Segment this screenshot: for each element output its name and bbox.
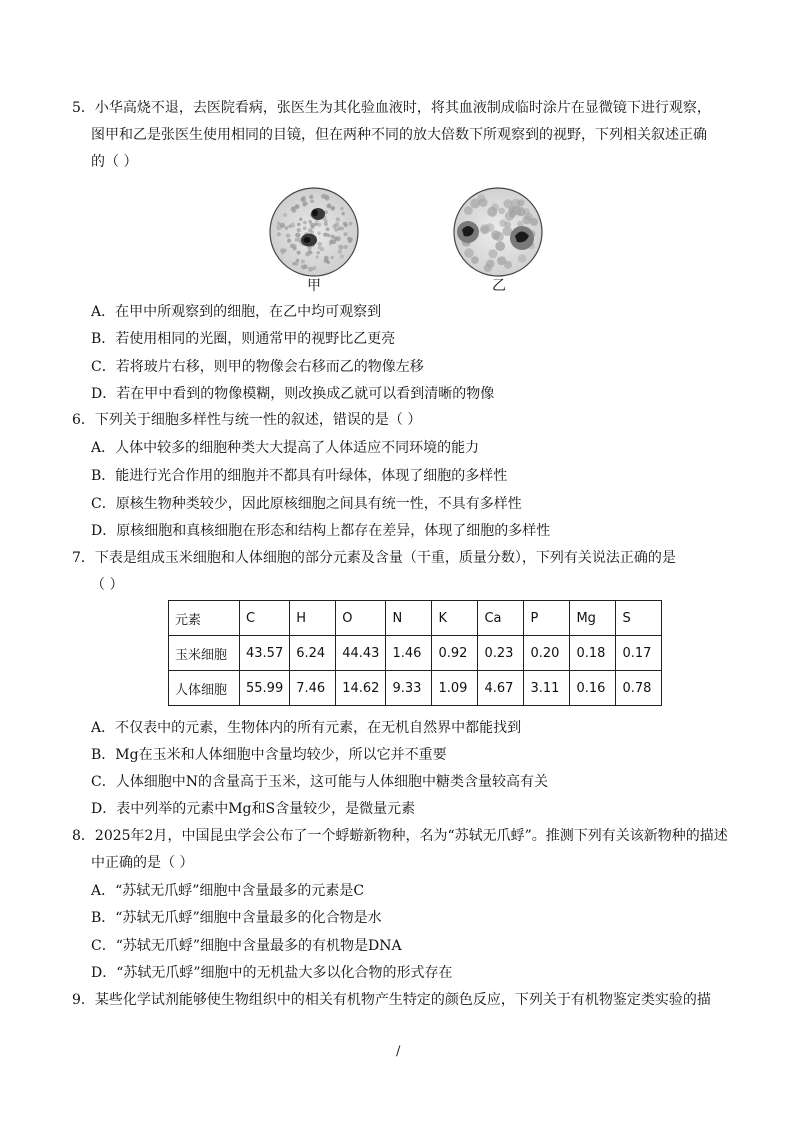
table-cell: 9.33: [386, 671, 432, 706]
table-cell: 0.16: [570, 671, 616, 706]
blood-cell-dot: [277, 232, 281, 236]
blood-cell-dot: [299, 218, 302, 221]
blood-cell-dot: [296, 259, 299, 262]
blood-cell-dot: [498, 208, 505, 215]
blood-cell-dot: [295, 233, 300, 238]
table-header-row: [169, 601, 662, 636]
table-cell: 44.43: [336, 636, 386, 671]
blood-cell-dot: [334, 228, 337, 231]
blood-cell-dot: [301, 260, 305, 264]
figure-label-jia: 甲: [307, 278, 321, 294]
blood-cell-dot: [344, 232, 348, 236]
blood-cell-dot: [317, 251, 320, 254]
blood-cell-dot: [504, 199, 513, 208]
blood-cell-dot: [323, 233, 327, 237]
table-cell: 0.20: [524, 636, 570, 671]
blood-cell-dot: [471, 256, 479, 264]
table-cell: 55.99: [240, 671, 290, 706]
table-row: [169, 636, 662, 671]
table-header-cell: P: [524, 601, 570, 636]
q6-option-a[interactable]: A．人体中较多的细胞种类大大提高了人体适应不同环境的能力: [91, 440, 480, 456]
blood-cell-dot: [318, 242, 322, 246]
blood-cell-dot: [327, 234, 330, 237]
blood-cell-dot: [308, 250, 312, 254]
blood-cell-dot: [326, 227, 330, 231]
table-cell: 0.23: [478, 636, 524, 671]
q8-option-b[interactable]: B．“苏轼无爪蜉”细胞中含量最多的化合物是水: [91, 910, 382, 926]
blood-cell-dot: [464, 248, 473, 257]
figure-label-yi: 乙: [492, 278, 506, 294]
blood-cell-dot: [297, 223, 301, 227]
blood-cell-dot: [286, 234, 290, 238]
blood-cell-dot: [317, 231, 320, 234]
blood-cell-dot: [285, 226, 289, 230]
q8-stem-line-1: 8．2025年2月，中国昆虫学会公布了一个蜉蝣新物种，名为“苏轼无爪蜉”。推测下列有关该新物种的描述: [72, 828, 728, 844]
q5-option-c[interactable]: C．若将玻片右移，则甲的物像会右移而乙的物像左移: [91, 359, 424, 375]
blood-cell-dot: [349, 222, 353, 226]
blood-cell-dot: [522, 215, 531, 224]
blood-smear-image-b: [452, 186, 544, 278]
table-cell: 0.78: [616, 671, 662, 706]
blood-cell-dot: [338, 245, 343, 250]
blood-cell-dot: [504, 261, 512, 269]
blood-cell-dot: [309, 195, 313, 199]
blood-cell-dot: [283, 213, 287, 217]
blood-cell-dot: [297, 251, 301, 255]
blood-cell-dot: [512, 206, 522, 216]
blood-cell-dot: [312, 266, 316, 270]
q7-option-c[interactable]: C．人体细胞中N的含量高于玉米，这可能与人体细胞中糖类含量较高有关: [91, 774, 548, 790]
blood-cell-dot: [277, 222, 281, 226]
table-header-cell: N: [386, 601, 432, 636]
blood-cell-dot: [295, 238, 299, 242]
blood-cell-dot: [323, 259, 327, 263]
blood-cell-dot: [316, 255, 319, 258]
table-cell: 4.67: [478, 671, 524, 706]
table-cell: 玉米细胞: [169, 636, 240, 671]
table-cell: 3.11: [524, 671, 570, 706]
table-row: [169, 671, 662, 706]
table-cell: 0.17: [616, 636, 662, 671]
blood-cell-dot: [317, 223, 321, 227]
q6-stem: 6．下列关于细胞多样性与统一性的叙述，错误的是（ ）: [72, 412, 422, 428]
table-cell: 0.18: [570, 636, 616, 671]
blood-cell-dot: [518, 254, 527, 263]
blood-cell-dot: [338, 250, 342, 254]
microscope-figures: [265, 186, 565, 296]
q5-stem-line-2: 图甲和乙是张医生使用相同的目镜，但在两种不同的放大倍数下所观察到的视野，下列相关叙述正确: [91, 127, 707, 143]
q9-stem-line-1: 9．某些化学试剂能够使生物组织中的相关有机物产生特定的颜色反应，下列关于有机物鉴定类实验的描: [72, 992, 711, 1008]
table-header-cell: Ca: [478, 601, 524, 636]
q6-option-b[interactable]: B．能进行光合作用的细胞并不都具有叶绿体，体现了细胞的多样性: [91, 468, 508, 484]
table-cell: 6.24: [290, 636, 336, 671]
blood-cell-dot: [290, 223, 295, 228]
q7-option-b[interactable]: B．Mg在玉米和人体细胞中含量均较少，所以它并不重要: [91, 747, 447, 763]
table-cell: 14.62: [336, 671, 386, 706]
q6-option-d[interactable]: D．原核细胞和真核细胞在形态和结构上都存在差异，体现了细胞的多样性: [91, 523, 551, 539]
blood-cell-dot: [340, 254, 344, 258]
table-header-cell: Mg: [570, 601, 616, 636]
q5-stem-line-3: 的（ ）: [91, 154, 138, 170]
blood-cell-dot: [329, 240, 333, 244]
table-cell: 人体细胞: [169, 671, 240, 706]
table-cell: 1.46: [386, 636, 432, 671]
table-cell: 7.46: [290, 671, 336, 706]
q5-option-d[interactable]: D．若在甲中看到的物像模糊，则改换成乙就可以看到清晰的物像: [91, 386, 495, 402]
blood-cell-dot: [470, 199, 480, 209]
blood-cell-dot: [491, 203, 499, 211]
blood-cell-dot: [283, 249, 286, 252]
blood-cell-dot: [336, 236, 341, 241]
q5-stem-line-1: 5．小华高烧不退，去医院看病，张医生为其化验血液时，将其血液制成临时涂片在显微镜下进行观察，: [72, 100, 711, 116]
blood-cell-dot: [331, 256, 334, 259]
blood-cell-dot: [480, 224, 490, 234]
table-cell: 1.09: [432, 671, 478, 706]
page-number: /: [396, 1044, 401, 1059]
table-cell: 43.57: [240, 636, 290, 671]
blood-cell-dot: [494, 232, 504, 242]
table-header-cell: O: [336, 601, 386, 636]
blood-cell-dot: [287, 239, 291, 243]
microscope-view-a: [268, 186, 360, 278]
blood-cell-dot: [310, 199, 314, 203]
blood-cell-dot: [301, 265, 306, 270]
blood-cell-dot: [335, 222, 340, 227]
q7-stem-line-2: （ ）: [91, 577, 124, 593]
q8-option-a[interactable]: A．“苏轼无爪蜉”细胞中含量最多的元素是C: [91, 883, 365, 899]
q8-option-d[interactable]: D．“苏轼无爪蜉”细胞中的无机盐大多以化合物的形式存在: [91, 965, 453, 981]
blood-cell-dot: [336, 217, 340, 221]
blood-cell-dot: [530, 218, 538, 226]
q7-stem-line-1: 7．下表是组成玉米细胞和人体细胞的部分元素及含量（干重，质量分数），下列有关说法正确的是: [72, 550, 676, 566]
blood-cell-dot: [349, 237, 353, 241]
blood-cell-dot: [342, 212, 345, 215]
blood-cell-dot: [337, 227, 341, 231]
table-header-cell: C: [240, 601, 290, 636]
blood-cell-dot: [318, 246, 321, 249]
blood-cell-dot: [300, 197, 304, 201]
blood-cell-dot: [295, 204, 300, 209]
blood-cell-dot: [314, 223, 317, 226]
blood-cell-dot: [327, 204, 332, 209]
blood-cell-dot: [464, 206, 473, 215]
blood-cell-dot: [340, 207, 343, 210]
q5-option-a[interactable]: A．在甲中所观察到的细胞，在乙中均可观察到: [91, 304, 382, 320]
blood-cell-dot: [344, 245, 348, 249]
blood-cell-dot: [488, 249, 497, 258]
table-header-cell: 元素: [169, 601, 240, 636]
table-header-cell: S: [616, 601, 662, 636]
blood-cell-dot: [344, 223, 348, 227]
blood-cell-dot: [499, 220, 506, 227]
table-header-cell: K: [432, 601, 478, 636]
blood-cell-dot: [495, 241, 505, 251]
q7-option-a[interactable]: A．不仅表中的元素，生物体内的所有元素，在无机自然界中都能找到: [91, 720, 522, 736]
blood-cell-dot: [486, 260, 495, 269]
q6-option-c[interactable]: C．原核生物种类较少，因此原核细胞之间具有统一性，不具有多样性: [91, 496, 522, 512]
blood-cell-dot: [303, 221, 307, 225]
q7-option-d[interactable]: D．表中列举的元素中Mg和S含量较少，是微量元素: [91, 801, 416, 817]
blood-cell-dot: [290, 244, 295, 249]
blood-cell-dot: [310, 223, 315, 228]
blood-cell-dot: [330, 206, 335, 211]
q8-stem-line-2: 中正确的是（ ）: [91, 855, 194, 871]
q5-option-b[interactable]: B．若使用相同的光圈，则通常甲的视野比乙更亮: [91, 331, 396, 347]
blood-cell-dot: [517, 199, 524, 206]
blood-cell-dot: [297, 228, 301, 232]
element-content-table: [168, 600, 662, 706]
table-cell: 0.92: [432, 636, 478, 671]
blood-smear-image-a: [268, 186, 360, 278]
q8-option-c[interactable]: C．“苏轼无爪蜉”细胞中含量最多的有机物是DNA: [91, 938, 402, 954]
blood-cell-dot: [321, 194, 326, 199]
table-header-cell: H: [290, 601, 336, 636]
blood-cell-dot: [324, 219, 328, 223]
blood-cell-dot: [303, 227, 307, 231]
microscope-view-b: [452, 186, 544, 278]
blood-cell-dot: [280, 223, 285, 228]
